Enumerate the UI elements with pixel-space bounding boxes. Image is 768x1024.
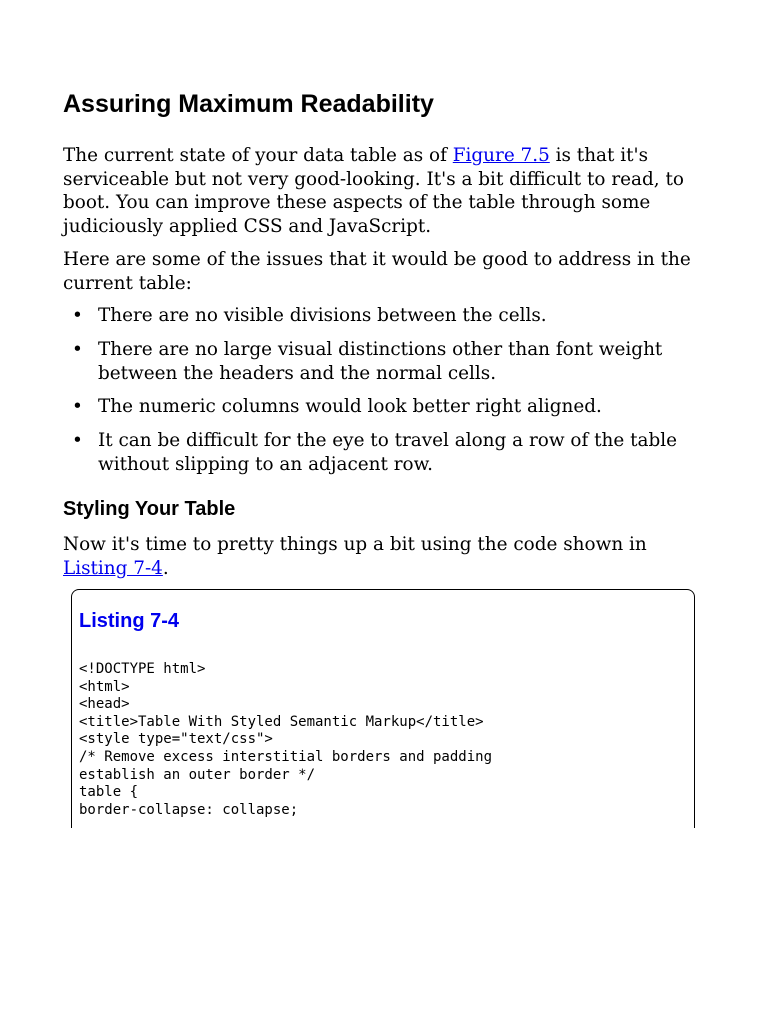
code-listing-box — [71, 589, 695, 849]
figure-7-5-link[interactable]: Figure 7.5 — [452, 145, 550, 166]
code-line: table { — [79, 784, 139, 801]
styling-text-after: . — [162, 557, 169, 579]
page-title: Assuring Maximum Readability — [63, 90, 434, 118]
list-item-text: There are no visible divisions between the cells. — [98, 305, 547, 326]
code-line: establish an outer border */ — [79, 766, 316, 783]
bullet-icon: • — [72, 429, 83, 451]
issues-intro-paragraph: Here are some of the issues that it would be good to address in the current table: — [63, 249, 691, 294]
code-line: /* Remove excess interstitial borders and padding — [79, 748, 493, 765]
code-line: <head> — [79, 696, 130, 713]
issues-list — [63, 304, 703, 486]
bullet-icon: • — [72, 305, 83, 326]
code-line: border-collapse: collapse; — [79, 801, 299, 818]
bullet-icon: • — [72, 338, 83, 360]
code-line: <style type="text/css"> — [79, 731, 273, 748]
section-heading: Styling Your Table — [63, 498, 236, 520]
page-bottom-blank — [0, 828, 768, 1024]
listing-7-4-link[interactable]: Listing 7-4 — [63, 557, 163, 579]
list-item — [63, 429, 703, 477]
intro-text-before: The current state of your data table as of — [63, 145, 453, 166]
code-line: <!DOCTYPE html> — [79, 661, 206, 677]
code-line: <title>Table With Styled Semantic Markup</title> — [79, 713, 484, 730]
intro-paragraph — [63, 144, 703, 238]
list-item — [63, 304, 703, 328]
intro-text-after: is that it's serviceable but not very good-looking. It's a bit difficult to read, to boot. You can improve these aspects of the table through some judiciously applied CSS and JavaScript. — [63, 145, 684, 237]
listing-title: Listing 7-4 — [79, 610, 180, 632]
code-block — [79, 661, 492, 819]
list-item-text: It can be difficult for the eye to travel along a row of the table without slipping to an adjacent row. — [98, 429, 677, 475]
list-item — [63, 395, 703, 419]
list-item — [63, 338, 703, 386]
list-item-text: There are no large visual distinctions other than font weight between the headers and the normal cells. — [98, 338, 663, 384]
list-item-text: The numeric columns would look better right aligned. — [98, 396, 602, 417]
bullet-icon: • — [72, 396, 83, 417]
code-line: <html> — [79, 678, 130, 695]
styling-paragraph — [63, 533, 703, 580]
styling-text-before: Now it's time to pretty things up a bit using the code shown in — [63, 534, 647, 555]
